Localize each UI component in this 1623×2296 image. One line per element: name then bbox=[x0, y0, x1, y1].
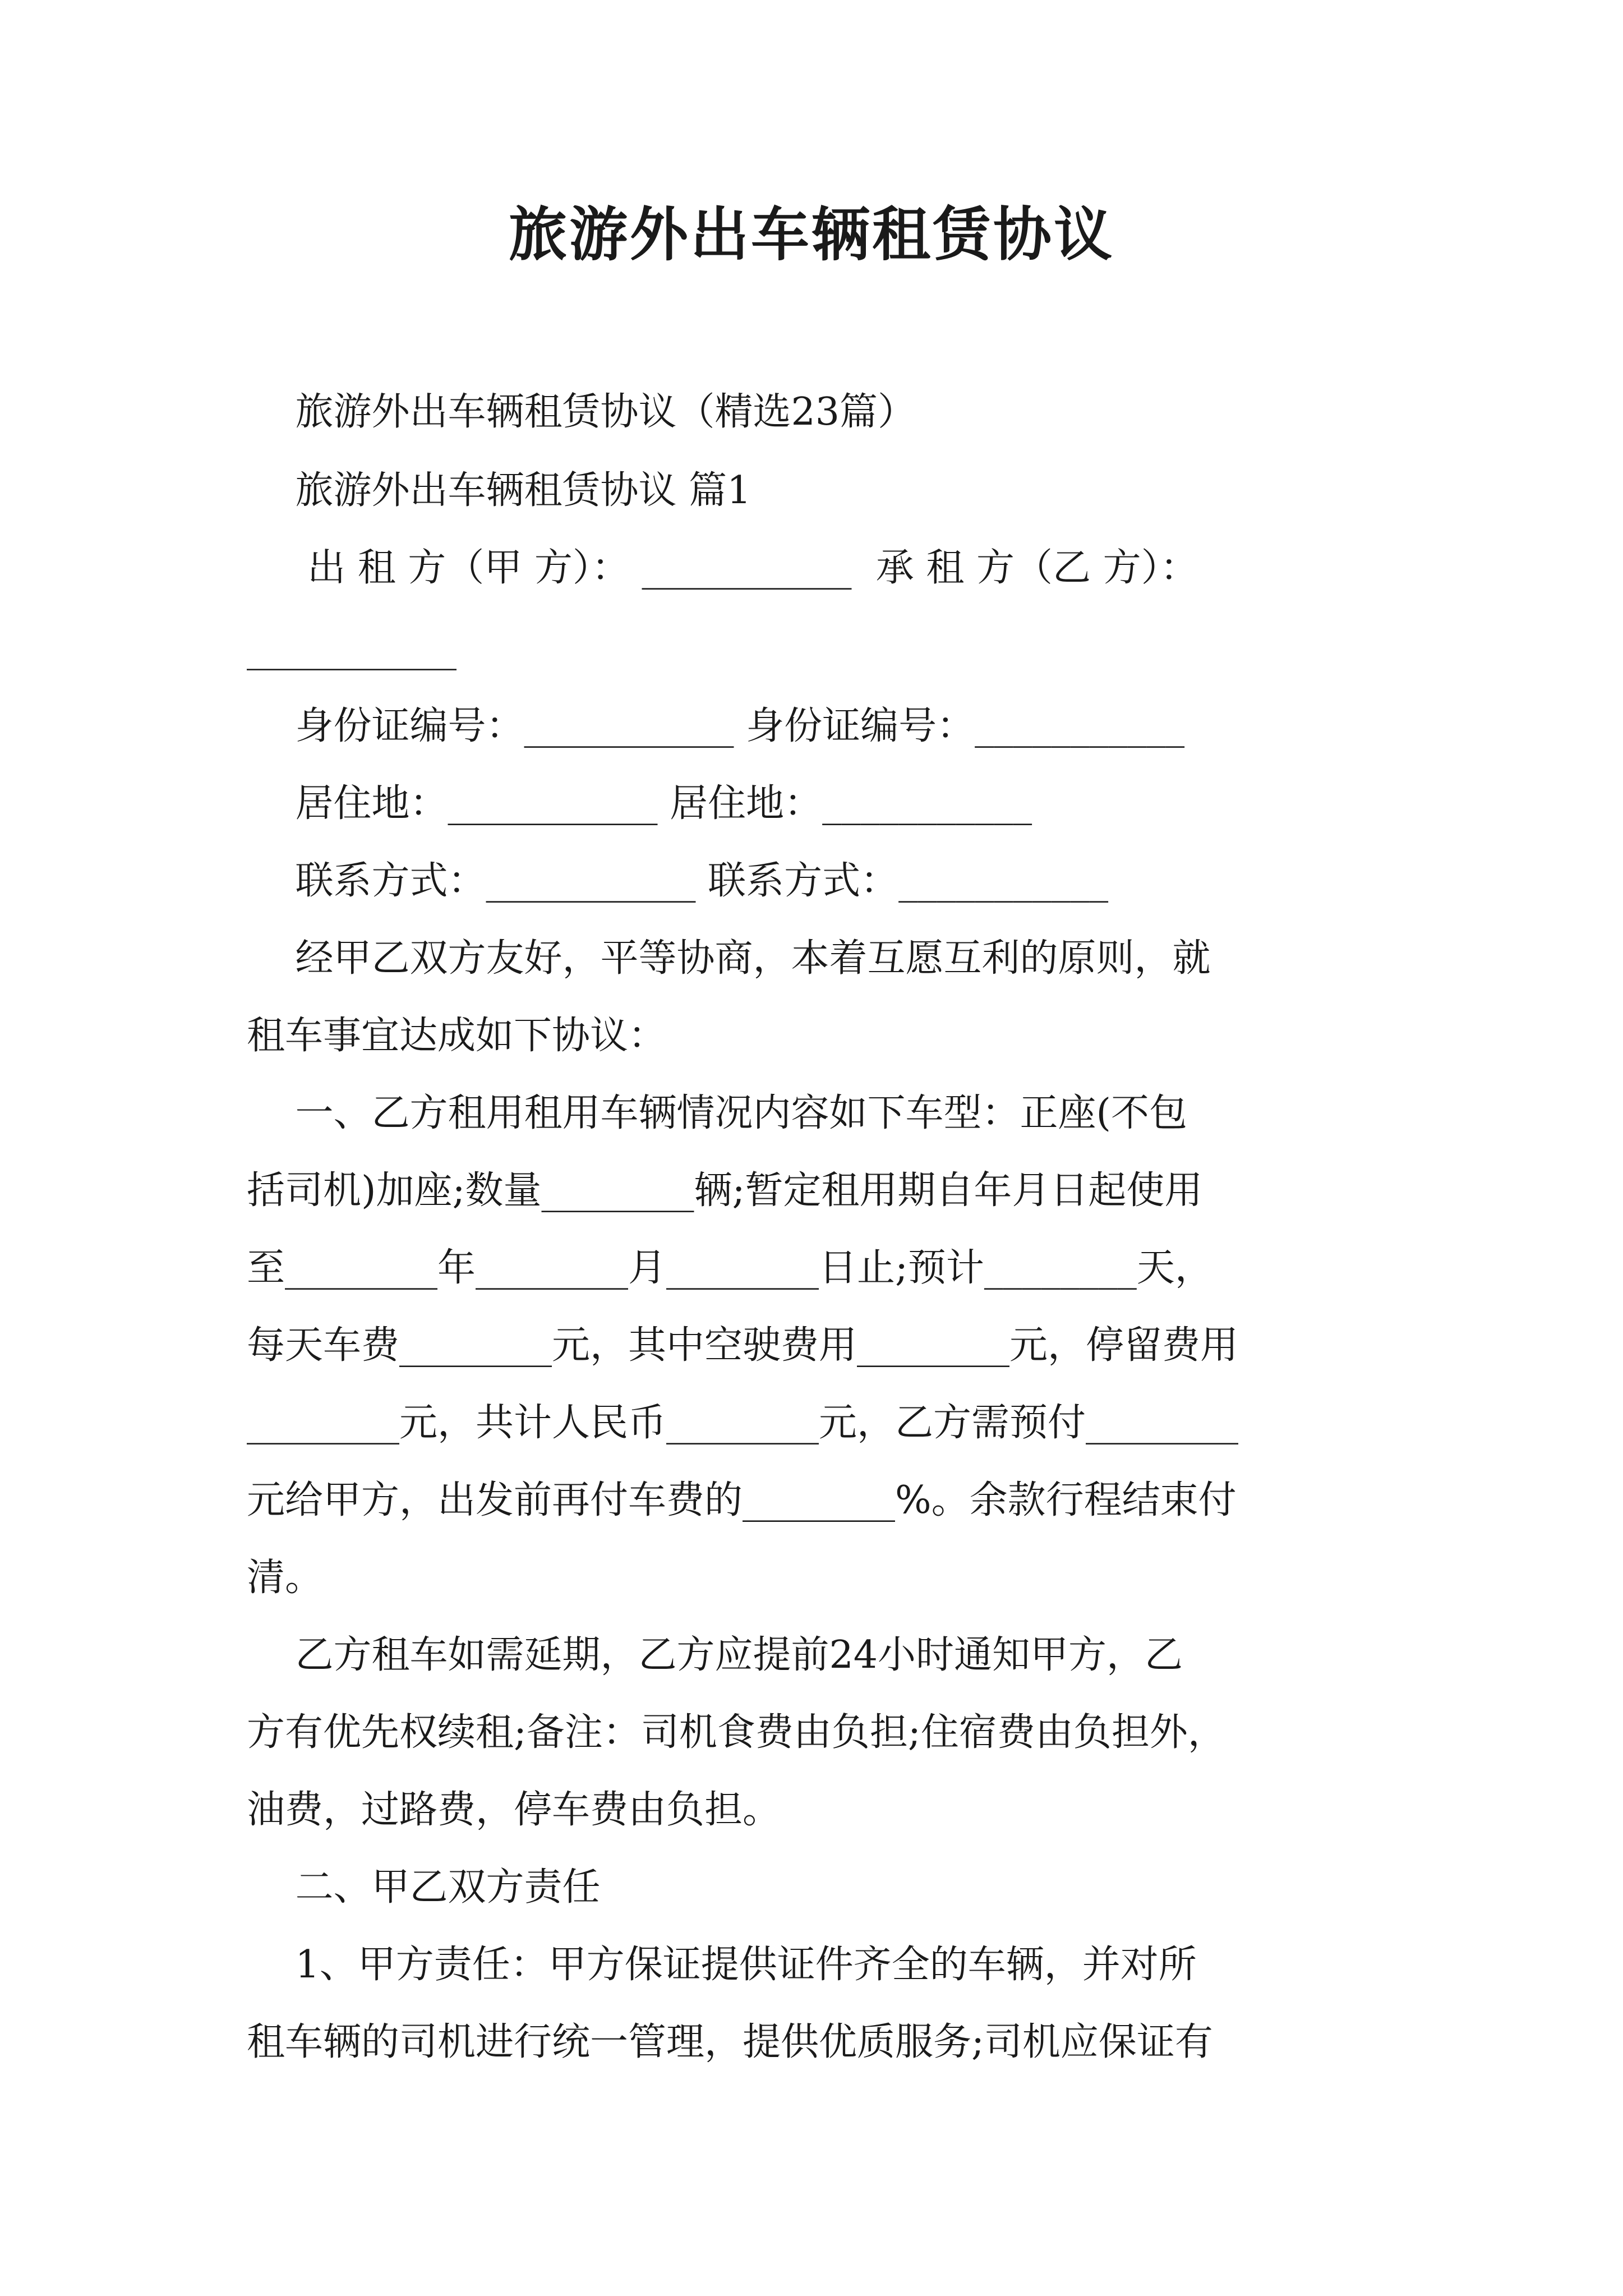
document-title: 旅游外出车辆租赁协议 bbox=[508, 200, 1114, 269]
body-line: ________元，共计人民币________元，乙方需预付________ bbox=[247, 1401, 1239, 1445]
body-line: 旅游外出车辆租赁协议 篇1 bbox=[247, 468, 751, 513]
body-line: 二、甲乙双方责任 bbox=[247, 1865, 601, 1910]
body-line: 清。 bbox=[247, 1556, 324, 1600]
body-line: 括司机)加座;数量________辆;暂定租用期自年月日起使用 bbox=[247, 1168, 1203, 1213]
body-line: 元给甲方，出发前再付车费的________%。余款行程结束付 bbox=[247, 1478, 1237, 1522]
body-line: ___________ bbox=[247, 627, 457, 671]
body-line: 油费，过路费，停车费由负担。 bbox=[247, 1788, 781, 1832]
body-line: 旅游外出车辆租赁协议（精选23篇） bbox=[247, 390, 916, 434]
body-line: 乙方租车如需延期，乙方应提前24小时通知甲方，乙 bbox=[247, 1633, 1183, 1677]
body-line: 经甲乙双方友好，平等协商，本着互愿互利的原则，就 bbox=[247, 936, 1211, 981]
body-line: 出 租 方（甲 方）： ___________ 承 租 方（乙 方）： bbox=[247, 546, 1198, 590]
body-line: 租车辆的司机进行统一管理，提供优质服务;司机应保证有 bbox=[247, 2020, 1213, 2064]
body-line: 每天车费________元，其中空驶费用________元，停留费用 bbox=[247, 1323, 1239, 1368]
body-line: 联系方式：___________ 联系方式：___________ bbox=[247, 859, 1109, 903]
body-line: 身份证编号：___________ 身份证编号：___________ bbox=[247, 704, 1185, 748]
body-line: 1、甲方责任：甲方保证提供证件齐全的车辆，并对所 bbox=[247, 1943, 1197, 1987]
body-line: 租车事宜达成如下协议： bbox=[247, 1014, 667, 1058]
body-line: 至________年________月________日止;预计________天， bbox=[247, 1246, 1213, 1290]
body-line: 居住地：___________ 居住地：___________ bbox=[247, 781, 1032, 826]
body-line: 方有优先权续租;备注：司机食费由负担;住宿费由负担外， bbox=[247, 1710, 1226, 1755]
body-line: 一、乙方租用租用车辆情况内容如下车型：正座(不包 bbox=[247, 1091, 1187, 1135]
